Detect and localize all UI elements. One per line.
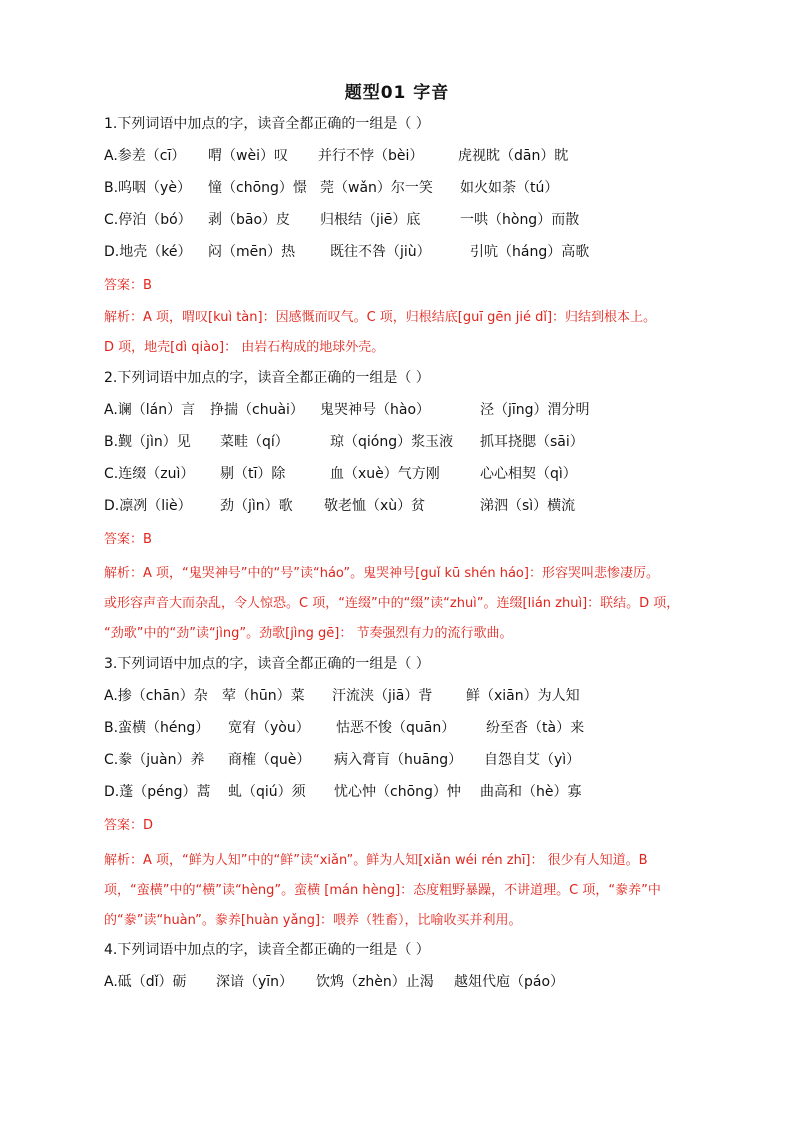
- option-item: 归根结（jiē）底: [320, 212, 421, 228]
- option-item: 商榷（què）: [228, 752, 311, 768]
- option-item: C.连缀（zuì）: [104, 466, 195, 482]
- option-item: 闷（mēn）热: [208, 244, 296, 260]
- option-item: 菜畦（qí）: [220, 434, 289, 450]
- option-row: [104, 146, 568, 166]
- explanation-line: 解析：A 项，喟叹[kuì tàn]：因感慨而叹气。C 项，归根结底[guī gēn jié dǐ]：归结到根本上。: [104, 310, 657, 325]
- page-title: 题型01 字音: [344, 83, 450, 103]
- question-stem: 4.下列词语中加点的字，读音全都正确的一组是（ ）: [104, 942, 430, 958]
- option-item: 莞（wǎn）尔一笑: [320, 180, 433, 196]
- option-row: [104, 210, 579, 230]
- option-item: 荤（hūn）菜: [222, 688, 305, 704]
- option-row: [104, 464, 577, 484]
- option-item: D.蓬（péng）蒿: [104, 784, 211, 800]
- explanation: [104, 559, 740, 649]
- option-item: 汗流浃（jiā）背: [332, 688, 433, 704]
- option-row: [104, 400, 590, 420]
- option-item: 敬老恤（xù）贫: [324, 498, 426, 514]
- option-item: 一哄（hòng）而散: [460, 212, 580, 228]
- option-item: D.凛冽（liè）: [104, 498, 192, 514]
- explanation: [104, 846, 740, 936]
- option-item: 抓耳挠腮（sāi）: [480, 434, 584, 450]
- option-row: [104, 432, 584, 452]
- option-row: [104, 242, 589, 262]
- answer-label: 答案：D: [104, 818, 154, 833]
- option-item: C.停泊（bó）: [104, 212, 192, 228]
- option-item: B.觐（jìn）见: [104, 434, 191, 450]
- option-item: A.掺（chān）杂: [104, 688, 208, 704]
- explanation-line: 的“豢”读“huàn”。豢养[huàn yǎng]：喂养（牲畜），比喻收买并利用。: [104, 913, 522, 928]
- option-item: 越俎代庖（páo）: [454, 974, 565, 990]
- explanation-line: 解析：A 项，“鬼哭神号”中的“号”读“háo”。鬼哭神号[guǐ kū shén háo]：形容哭叫悲惨凄厉。: [104, 566, 659, 581]
- option-item: 饮鸩（zhèn）止渴: [316, 974, 434, 990]
- option-row: [104, 178, 558, 198]
- option-item: 并行不悖（bèi）: [318, 148, 424, 164]
- option-row: [104, 782, 582, 802]
- explanation: [104, 303, 740, 363]
- option-item: 曲高和（hè）寡: [480, 784, 582, 800]
- question-stem: 1.下列词语中加点的字，读音全都正确的一组是（ ）: [104, 116, 430, 132]
- option-item: 涕泗（sì）横流: [480, 498, 576, 514]
- explanation-line: “劲歌”中的“劲”读“jìng”。劲歌[jìng gē]： 节奏强烈有力的流行歌曲。: [104, 626, 513, 641]
- option-item: 深谙（yīn）: [216, 974, 294, 990]
- option-item: B.呜咽（yè）: [104, 180, 191, 196]
- option-item: 自怨自艾（yì）: [484, 752, 581, 768]
- option-item: C.豢（juàn）养: [104, 752, 205, 768]
- answer-label: 答案：B: [104, 532, 152, 547]
- option-item: 如火如荼（tú）: [460, 180, 559, 196]
- option-item: A.谰（lán）言: [104, 402, 196, 418]
- option-row: [104, 496, 575, 516]
- option-item: B.蛮横（héng）: [104, 720, 210, 736]
- option-item: 鬼哭神号（hào）: [320, 402, 431, 418]
- question-stem: 2.下列词语中加点的字，读音全都正确的一组是（ ）: [104, 370, 430, 386]
- option-item: 病入膏肓（huāng）: [334, 752, 463, 768]
- option-item: 憧（chōng）憬: [208, 180, 307, 196]
- option-item: 怙恶不悛（quān）: [336, 720, 456, 736]
- explanation-line: 解析：A 项，“鲜为人知”中的“鲜”读“xiǎn”。鲜为人知[xiǎn wéi rén zhī]： 很少有人知道。B: [104, 853, 648, 868]
- option-item: 引吭（háng）高歌: [470, 244, 590, 260]
- option-item: D.地壳（ké）: [104, 244, 192, 260]
- option-item: 劲（jìn）歌: [220, 498, 293, 514]
- option-row: [104, 972, 564, 992]
- option-item: 心心相契（qì）: [480, 466, 577, 482]
- option-item: 喟（wèi）叹: [208, 148, 288, 164]
- option-item: 纷至沓（tà）来: [486, 720, 585, 736]
- answer-label: 答案：B: [104, 278, 152, 293]
- explanation-line: 项，“蛮横”中的“横”读“hèng”。蛮横 [mán hèng]：态度粗野暴躁，不讲道理。C 项，“豢养”中: [104, 883, 661, 898]
- option-item: 宽宥（yòu）: [228, 720, 310, 736]
- option-row: [104, 718, 584, 738]
- option-item: A.参差（cī）: [104, 148, 186, 164]
- question-stem: 3.下列词语中加点的字，读音全都正确的一组是（ ）: [104, 656, 430, 672]
- option-item: 虎视眈（dān）眈: [458, 148, 569, 164]
- explanation-line: 或形容声音大而杂乱，令人惊恐。C 项，“连缀”中的“缀”读“zhuì”。连缀[lián zhuì]：联结。D 项，: [104, 596, 680, 611]
- option-item: 剥（bāo）皮: [208, 212, 291, 228]
- option-item: 既往不咎（jiù）: [330, 244, 431, 260]
- explanation-line: D 项，地壳[dì qiào]： 由岩石构成的地球外壳。: [104, 340, 385, 355]
- option-item: A.砥（dǐ）砺: [104, 974, 187, 990]
- option-item: 剔（tī）除: [220, 466, 286, 482]
- option-item: 挣揣（chuài）: [210, 402, 304, 418]
- option-item: 虬（qiú）须: [228, 784, 306, 800]
- option-row: [104, 750, 580, 770]
- option-item: 泾（jīng）渭分明: [480, 402, 590, 418]
- option-item: 忧心忡（chōng）忡: [334, 784, 461, 800]
- option-item: 鲜（xiān）为人知: [466, 688, 580, 704]
- option-item: 琼（qióng）浆玉液: [330, 434, 454, 450]
- option-item: 血（xuè）气方刚: [330, 466, 440, 482]
- option-row: [104, 686, 580, 706]
